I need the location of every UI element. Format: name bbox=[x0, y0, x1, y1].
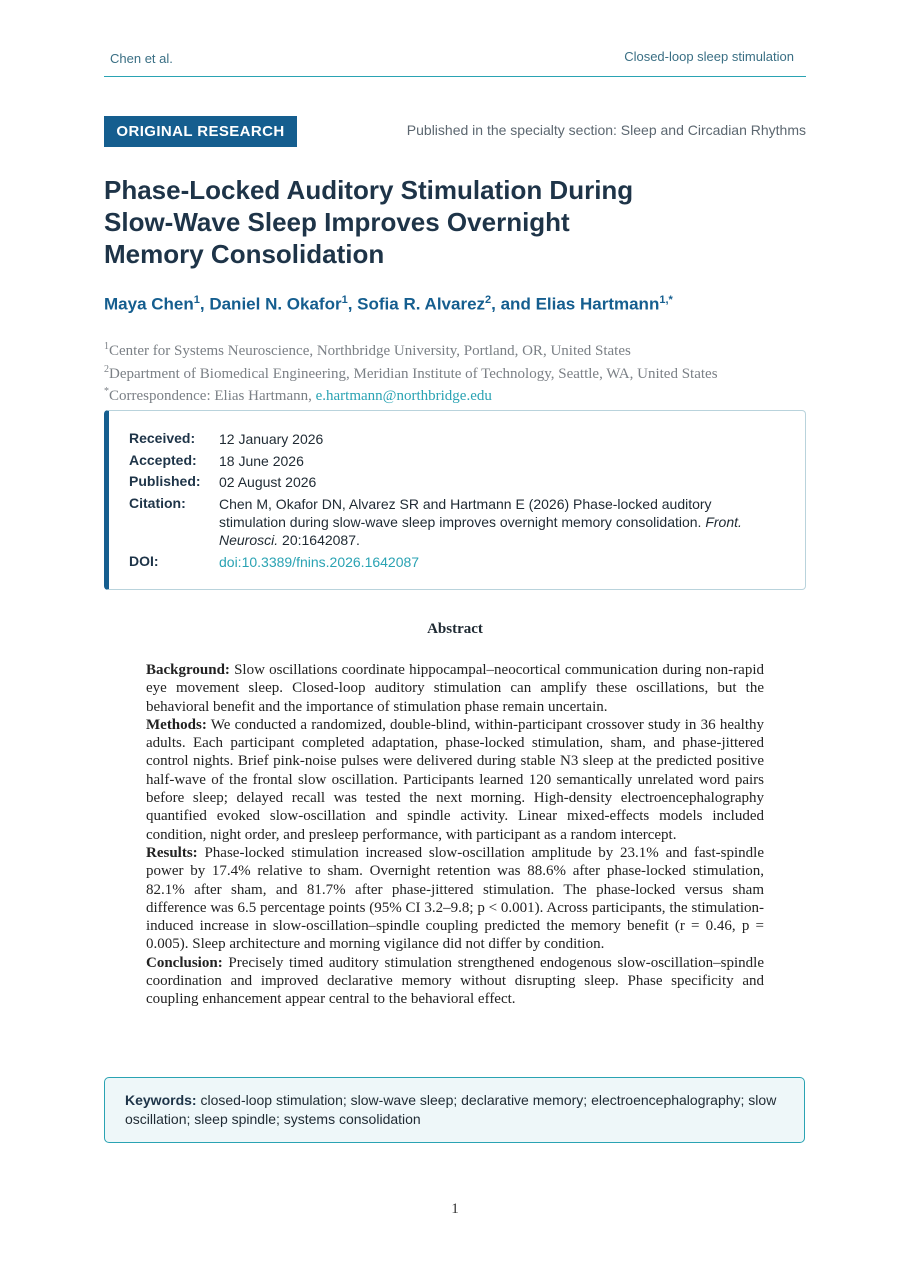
correspondence-line bbox=[104, 383, 718, 406]
correspondence-mark: * bbox=[104, 386, 109, 397]
correspondence-label: Correspondence: Elias Hartmann, bbox=[109, 388, 316, 404]
author-affiliation-mark: 2 bbox=[485, 294, 492, 306]
author-separator: , and bbox=[491, 294, 536, 314]
conclusion-label: Conclusion: bbox=[146, 954, 223, 971]
conclusion-text: Precisely timed auditory stimulation strengthened endogenous slow-oscillation–spindle coordination and improved declarative memory without disrupting sleep. Phase specificity and coupling enhancement appear central to the behavioral effect. bbox=[146, 954, 765, 1008]
title-line: Phase-Locked Auditory Stimulation During bbox=[104, 175, 634, 205]
affiliation-text: Center for Systems Neuroscience, Northbridge University, Portland, OR, United States bbox=[109, 343, 631, 359]
accepted-date: 18 June 2026 bbox=[219, 453, 304, 469]
article-title bbox=[104, 174, 664, 270]
abstract-methods bbox=[146, 716, 764, 844]
methods-label: Methods: bbox=[146, 716, 207, 733]
affiliation-line bbox=[104, 361, 718, 384]
specialty-section-note: Published in the specialty section: Sleep and Circadian Rhythms bbox=[406, 122, 806, 138]
abstract-heading: Abstract bbox=[427, 621, 483, 637]
published-date: 02 August 2026 bbox=[219, 474, 317, 490]
title-line: Memory Consolidation bbox=[104, 239, 385, 269]
methods-text: We conducted a randomized, double-blind, within-participant crossover study in 36 healthy adults. Each participant completed adaptation, phase-locked stimulation, sham, and phase-jittered control nights. Brief pink-noise pulses were delivered during stable N3 sleep at the predicted positive half-wave of the frontal slow oscillation. Participants learned 120 semantically unrelated word pairs before sleep; delayed recall was tested the next morning. High-density electroencephalography quantified evoked slow-oscillation and spindle activity. Linear mixed-effects models included condition, night order, and presleep performance, with participant as a random intercept. bbox=[146, 716, 764, 843]
received-date: 12 January 2026 bbox=[219, 431, 324, 447]
abstract-background bbox=[146, 661, 764, 716]
affiliations bbox=[104, 338, 718, 406]
author-name[interactable]: Elias Hartmann bbox=[535, 294, 660, 314]
author-affiliation-mark: 1 bbox=[193, 294, 200, 306]
abstract-results bbox=[146, 844, 764, 954]
keywords-text: closed-loop stimulation; slow-wave sleep; declarative memory; electroencephalography; slow oscillation; sleep spindle; systems consolidation bbox=[125, 1092, 777, 1127]
citation-journal: Front. Neurosci. bbox=[219, 514, 742, 548]
citation-text bbox=[219, 495, 779, 549]
citation-body: Chen M, Okafor DN, Alvarez SR and Hartmann E (2026) Phase-locked auditory stimulation during slow-wave sleep improves overnight memory consolidation. bbox=[219, 496, 712, 530]
author-name[interactable]: Sofia R. Alvarez bbox=[357, 294, 486, 314]
title-line: Slow-Wave Sleep Improves Overnight bbox=[104, 207, 570, 237]
citation-label: Citation: bbox=[129, 495, 186, 511]
page-number: 1 bbox=[451, 1201, 459, 1217]
affiliation-mark: 2 bbox=[104, 363, 109, 375]
article-info-box bbox=[104, 410, 806, 590]
author-affiliation-mark: 1,* bbox=[659, 294, 673, 306]
affiliation-line bbox=[104, 338, 718, 361]
received-label: Received: bbox=[129, 430, 196, 446]
keywords-box bbox=[104, 1077, 805, 1143]
author-affiliation-mark: 1 bbox=[341, 294, 348, 306]
abstract-body bbox=[146, 661, 764, 1009]
article-type-badge: ORIGINAL RESEARCH bbox=[104, 116, 297, 147]
header-rule bbox=[104, 76, 806, 77]
affiliation-text: Department of Biomedical Engineering, Meridian Institute of Technology, Seattle, WA, United States bbox=[109, 365, 718, 382]
running-head-title: Closed-loop sleep stimulation bbox=[624, 49, 794, 64]
author-separator: , bbox=[347, 294, 358, 314]
citation-volume: 20:1642087. bbox=[278, 532, 360, 548]
published-label: Published: bbox=[129, 473, 201, 489]
accepted-label: Accepted: bbox=[129, 452, 197, 468]
keywords bbox=[125, 1091, 788, 1128]
running-head bbox=[110, 49, 800, 69]
background-text: Slow oscillations coordinate hippocampal–neocortical communication during non-rapid eye movement sleep. Closed-loop auditory stimulation can amplify these oscillations, but the behavioral benefit and the importance of stimulation phase remain uncertain. bbox=[146, 662, 764, 715]
background-label: Background: bbox=[146, 662, 230, 678]
results-text: Phase-locked stimulation increased slow-oscillation amplitude by 23.1% and fast-spindle power by 17.4% relative to sham. Overnight retention was 88.6% after phase-locked stimulation, 82.1% after sham, and 81.7% after phase-jittered stimulation. The phase-locked versus sham difference was 6.5 percentage points (95% CI 3.2–9.8; p < 0.001). Across participants, the stimulation-induced increase in slow-oscillation–spindle coupling predicted the memory benefit (r = 0.46, p = 0.005). Sleep architecture and morning vigilance did not differ by condition. bbox=[146, 844, 764, 953]
doi-link[interactable]: doi:10.3389/fnins.2026.1642087 bbox=[219, 554, 420, 570]
running-head-authors: Chen et al. bbox=[110, 51, 173, 66]
abstract-conclusion bbox=[146, 954, 764, 1009]
doi-label: DOI: bbox=[129, 553, 159, 569]
keywords-label: Keywords: bbox=[125, 1092, 197, 1108]
correspondence-email-link[interactable]: e.hartmann@northbridge.edu bbox=[315, 388, 492, 404]
author-separator: , bbox=[199, 294, 210, 314]
author-list bbox=[104, 294, 673, 315]
results-label: Results: bbox=[146, 844, 198, 861]
affiliation-mark: 1 bbox=[104, 341, 109, 352]
author-name[interactable]: Daniel N. Okafor bbox=[209, 294, 342, 314]
author-name[interactable]: Maya Chen bbox=[104, 294, 194, 314]
